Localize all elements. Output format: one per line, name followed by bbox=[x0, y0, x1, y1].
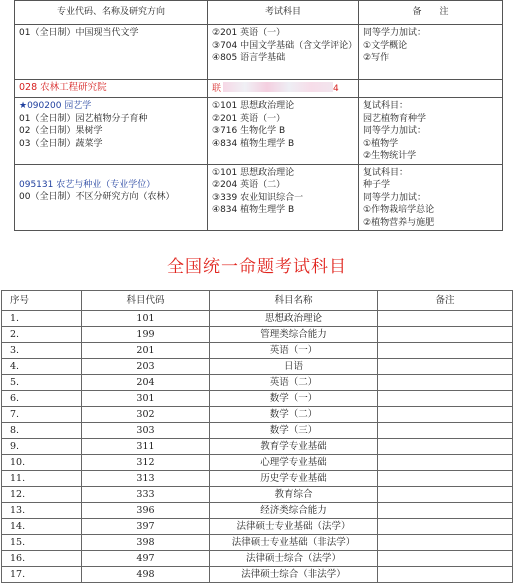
header-index: 序号 bbox=[2, 291, 82, 311]
subject-line: ③716 生物化学 B bbox=[212, 126, 286, 136]
subjects-cell bbox=[208, 164, 359, 231]
row-index: 10. bbox=[2, 455, 82, 471]
row-index: 4. bbox=[2, 359, 82, 375]
row-code: 199 bbox=[82, 327, 210, 343]
row-code: 303 bbox=[82, 423, 210, 439]
row-code: 203 bbox=[82, 359, 210, 375]
row-index: 2. bbox=[2, 327, 82, 343]
remark-line: 种子学 bbox=[363, 180, 391, 190]
contact-suffix: 4 bbox=[333, 84, 339, 94]
row-name: 数学（三） bbox=[210, 423, 378, 439]
row-code: 312 bbox=[82, 455, 210, 471]
remark-line: ②生物统计学 bbox=[363, 151, 417, 161]
row-name: 英语（一） bbox=[210, 343, 378, 359]
row-name: 英语（二） bbox=[210, 375, 378, 391]
section-heading: 全国统一命题考试科目 bbox=[167, 257, 347, 277]
row-code: 201 bbox=[82, 343, 210, 359]
row-code: 313 bbox=[82, 471, 210, 487]
department-label: 028 农林工程研究院 bbox=[19, 82, 107, 93]
table-row bbox=[2, 375, 513, 391]
row-index: 3. bbox=[2, 343, 82, 359]
redacted-mask bbox=[223, 82, 333, 92]
major-title: 095131 农艺与种业（专业学位） bbox=[19, 179, 156, 190]
row-name: 数学（二） bbox=[210, 407, 378, 423]
row-name: 法律硕士综合（法学） bbox=[210, 551, 378, 567]
remarks-cell bbox=[359, 98, 503, 165]
direction-line: 00（全日制）不区分研究方向（农林） bbox=[19, 192, 175, 202]
row-code: 204 bbox=[82, 375, 210, 391]
subject-line: ①101 思想政治理论 bbox=[212, 101, 295, 111]
remark-line: 同等学力加试： bbox=[363, 192, 427, 203]
row-name: 数学（一） bbox=[210, 391, 378, 407]
table-row bbox=[2, 487, 513, 503]
major-cell bbox=[15, 164, 208, 231]
subject-line: ③339 农业知识综合一 bbox=[212, 192, 304, 203]
program-row-literature bbox=[15, 25, 503, 80]
row-name: 日语 bbox=[210, 359, 378, 375]
row-name: 法律硕士专业基础（法学） bbox=[210, 519, 378, 535]
remark-line: ②植物营养与施肥 bbox=[363, 217, 435, 228]
national-exam-body bbox=[2, 311, 513, 583]
row-note bbox=[378, 423, 513, 439]
row-note bbox=[378, 519, 513, 535]
major-title: ★090200 园艺学 bbox=[19, 101, 92, 111]
row-note bbox=[378, 343, 513, 359]
remark-line: 同等学力加试： bbox=[363, 28, 427, 38]
table-row bbox=[2, 551, 513, 567]
department-contact bbox=[208, 80, 359, 98]
header-exam-subjects: 考试科目 bbox=[208, 1, 359, 25]
program-table-header bbox=[15, 1, 503, 25]
row-name: 教育学专业基础 bbox=[210, 439, 378, 455]
contact-prefix: 联 bbox=[212, 84, 222, 94]
subjects-cell bbox=[208, 98, 359, 165]
row-note bbox=[378, 567, 513, 583]
subject-line: ④834 植物生理学 B bbox=[212, 205, 295, 215]
table-row bbox=[2, 455, 513, 471]
row-name: 法律硕士专业基础（非法学） bbox=[210, 535, 378, 551]
row-index: 13. bbox=[2, 503, 82, 519]
row-note bbox=[378, 311, 513, 327]
national-exam-table bbox=[1, 290, 513, 583]
row-name: 思想政治理论 bbox=[210, 311, 378, 327]
subject-line: ①101 思想政治理论 bbox=[212, 167, 295, 178]
program-table bbox=[14, 0, 503, 231]
row-index: 6. bbox=[2, 391, 82, 407]
table-row bbox=[2, 535, 513, 551]
subject-line: ②201 英语（一） bbox=[212, 113, 286, 124]
department-remarks bbox=[359, 80, 503, 98]
row-name: 法律硕士综合（非法学） bbox=[210, 567, 378, 583]
row-code: 302 bbox=[82, 407, 210, 423]
row-note bbox=[378, 503, 513, 519]
table-row bbox=[2, 311, 513, 327]
remark-line: 同等学力加试： bbox=[363, 126, 427, 136]
header-note: 备注 bbox=[378, 291, 513, 311]
row-note bbox=[378, 471, 513, 487]
row-note bbox=[378, 535, 513, 551]
remark-line: 复试科目： bbox=[363, 167, 409, 178]
major-cell bbox=[15, 25, 208, 80]
row-name: 管理类综合能力 bbox=[210, 327, 378, 343]
subject-line: ④834 植物生理学 B bbox=[212, 138, 295, 149]
row-index: 16. bbox=[2, 551, 82, 567]
header-name: 科目名称 bbox=[210, 291, 378, 311]
row-code: 497 bbox=[82, 551, 210, 567]
table-row bbox=[2, 503, 513, 519]
row-name: 教育综合 bbox=[210, 487, 378, 503]
row-code: 398 bbox=[82, 535, 210, 551]
program-row-horticulture bbox=[15, 98, 503, 165]
row-code: 397 bbox=[82, 519, 210, 535]
table-row bbox=[2, 471, 513, 487]
table-row bbox=[2, 327, 513, 343]
program-row-agronomy bbox=[15, 164, 503, 231]
row-note bbox=[378, 407, 513, 423]
remark-line: ①作物栽培学总论 bbox=[363, 205, 435, 215]
row-code: 333 bbox=[82, 487, 210, 503]
row-index: 14. bbox=[2, 519, 82, 535]
row-note bbox=[378, 455, 513, 471]
row-code: 301 bbox=[82, 391, 210, 407]
header-code: 科目代码 bbox=[82, 291, 210, 311]
row-index: 9. bbox=[2, 439, 82, 455]
remark-line: ②写作 bbox=[363, 53, 390, 63]
table-row bbox=[2, 439, 513, 455]
row-index: 5. bbox=[2, 375, 82, 391]
table-row bbox=[2, 343, 513, 359]
remarks-cell bbox=[359, 25, 503, 80]
direction-line: 01（全日制）园艺植物分子育种 bbox=[19, 113, 148, 124]
header-remarks: 备 注 bbox=[359, 1, 503, 25]
row-note bbox=[378, 375, 513, 391]
row-index: 17. bbox=[2, 567, 82, 583]
row-code: 101 bbox=[82, 311, 210, 327]
direction-line: 03（全日制）蔬菜学 bbox=[19, 138, 103, 149]
row-index: 12. bbox=[2, 487, 82, 503]
row-name: 经济类综合能力 bbox=[210, 503, 378, 519]
table-row bbox=[2, 423, 513, 439]
department-row bbox=[15, 80, 503, 98]
row-note bbox=[378, 439, 513, 455]
table-row bbox=[2, 359, 513, 375]
row-index: 7. bbox=[2, 407, 82, 423]
major-cell bbox=[15, 98, 208, 165]
row-index: 11. bbox=[2, 471, 82, 487]
row-note bbox=[378, 359, 513, 375]
table-row bbox=[2, 391, 513, 407]
row-index: 1. bbox=[2, 311, 82, 327]
row-note bbox=[378, 391, 513, 407]
header-major: 专业代码、名称及研究方向 bbox=[15, 1, 208, 25]
remark-line: 复试科目： bbox=[363, 101, 409, 111]
subject-line: ④805 语言学基础 bbox=[212, 53, 286, 63]
table-row bbox=[2, 567, 513, 583]
subject-line: ②201 英语（一） bbox=[212, 28, 286, 38]
subjects-cell bbox=[208, 25, 359, 80]
row-code: 311 bbox=[82, 439, 210, 455]
subject-line: ③704 中国文学基础（含文学评论） bbox=[212, 40, 358, 51]
row-note bbox=[378, 551, 513, 567]
subject-line: ②204 英语（二） bbox=[212, 180, 286, 190]
row-code: 498 bbox=[82, 567, 210, 583]
direction-line: 01（全日制）中国现当代文学 bbox=[19, 28, 139, 38]
direction-line: 02（全日制）果树学 bbox=[19, 126, 103, 136]
remark-line: ①植物学 bbox=[363, 138, 399, 149]
national-exam-header bbox=[2, 291, 513, 311]
row-name: 历史学专业基础 bbox=[210, 471, 378, 487]
row-note bbox=[378, 487, 513, 503]
row-index: 8. bbox=[2, 423, 82, 439]
table-row bbox=[2, 407, 513, 423]
row-code: 396 bbox=[82, 503, 210, 519]
table-row bbox=[2, 519, 513, 535]
row-name: 心理学专业基础 bbox=[210, 455, 378, 471]
department-name bbox=[15, 80, 208, 98]
remarks-cell bbox=[359, 164, 503, 231]
row-note bbox=[378, 327, 513, 343]
row-index: 15. bbox=[2, 535, 82, 551]
remark-line: ①文学概论 bbox=[363, 40, 408, 51]
remark-line: 园艺植物育种学 bbox=[363, 113, 427, 124]
